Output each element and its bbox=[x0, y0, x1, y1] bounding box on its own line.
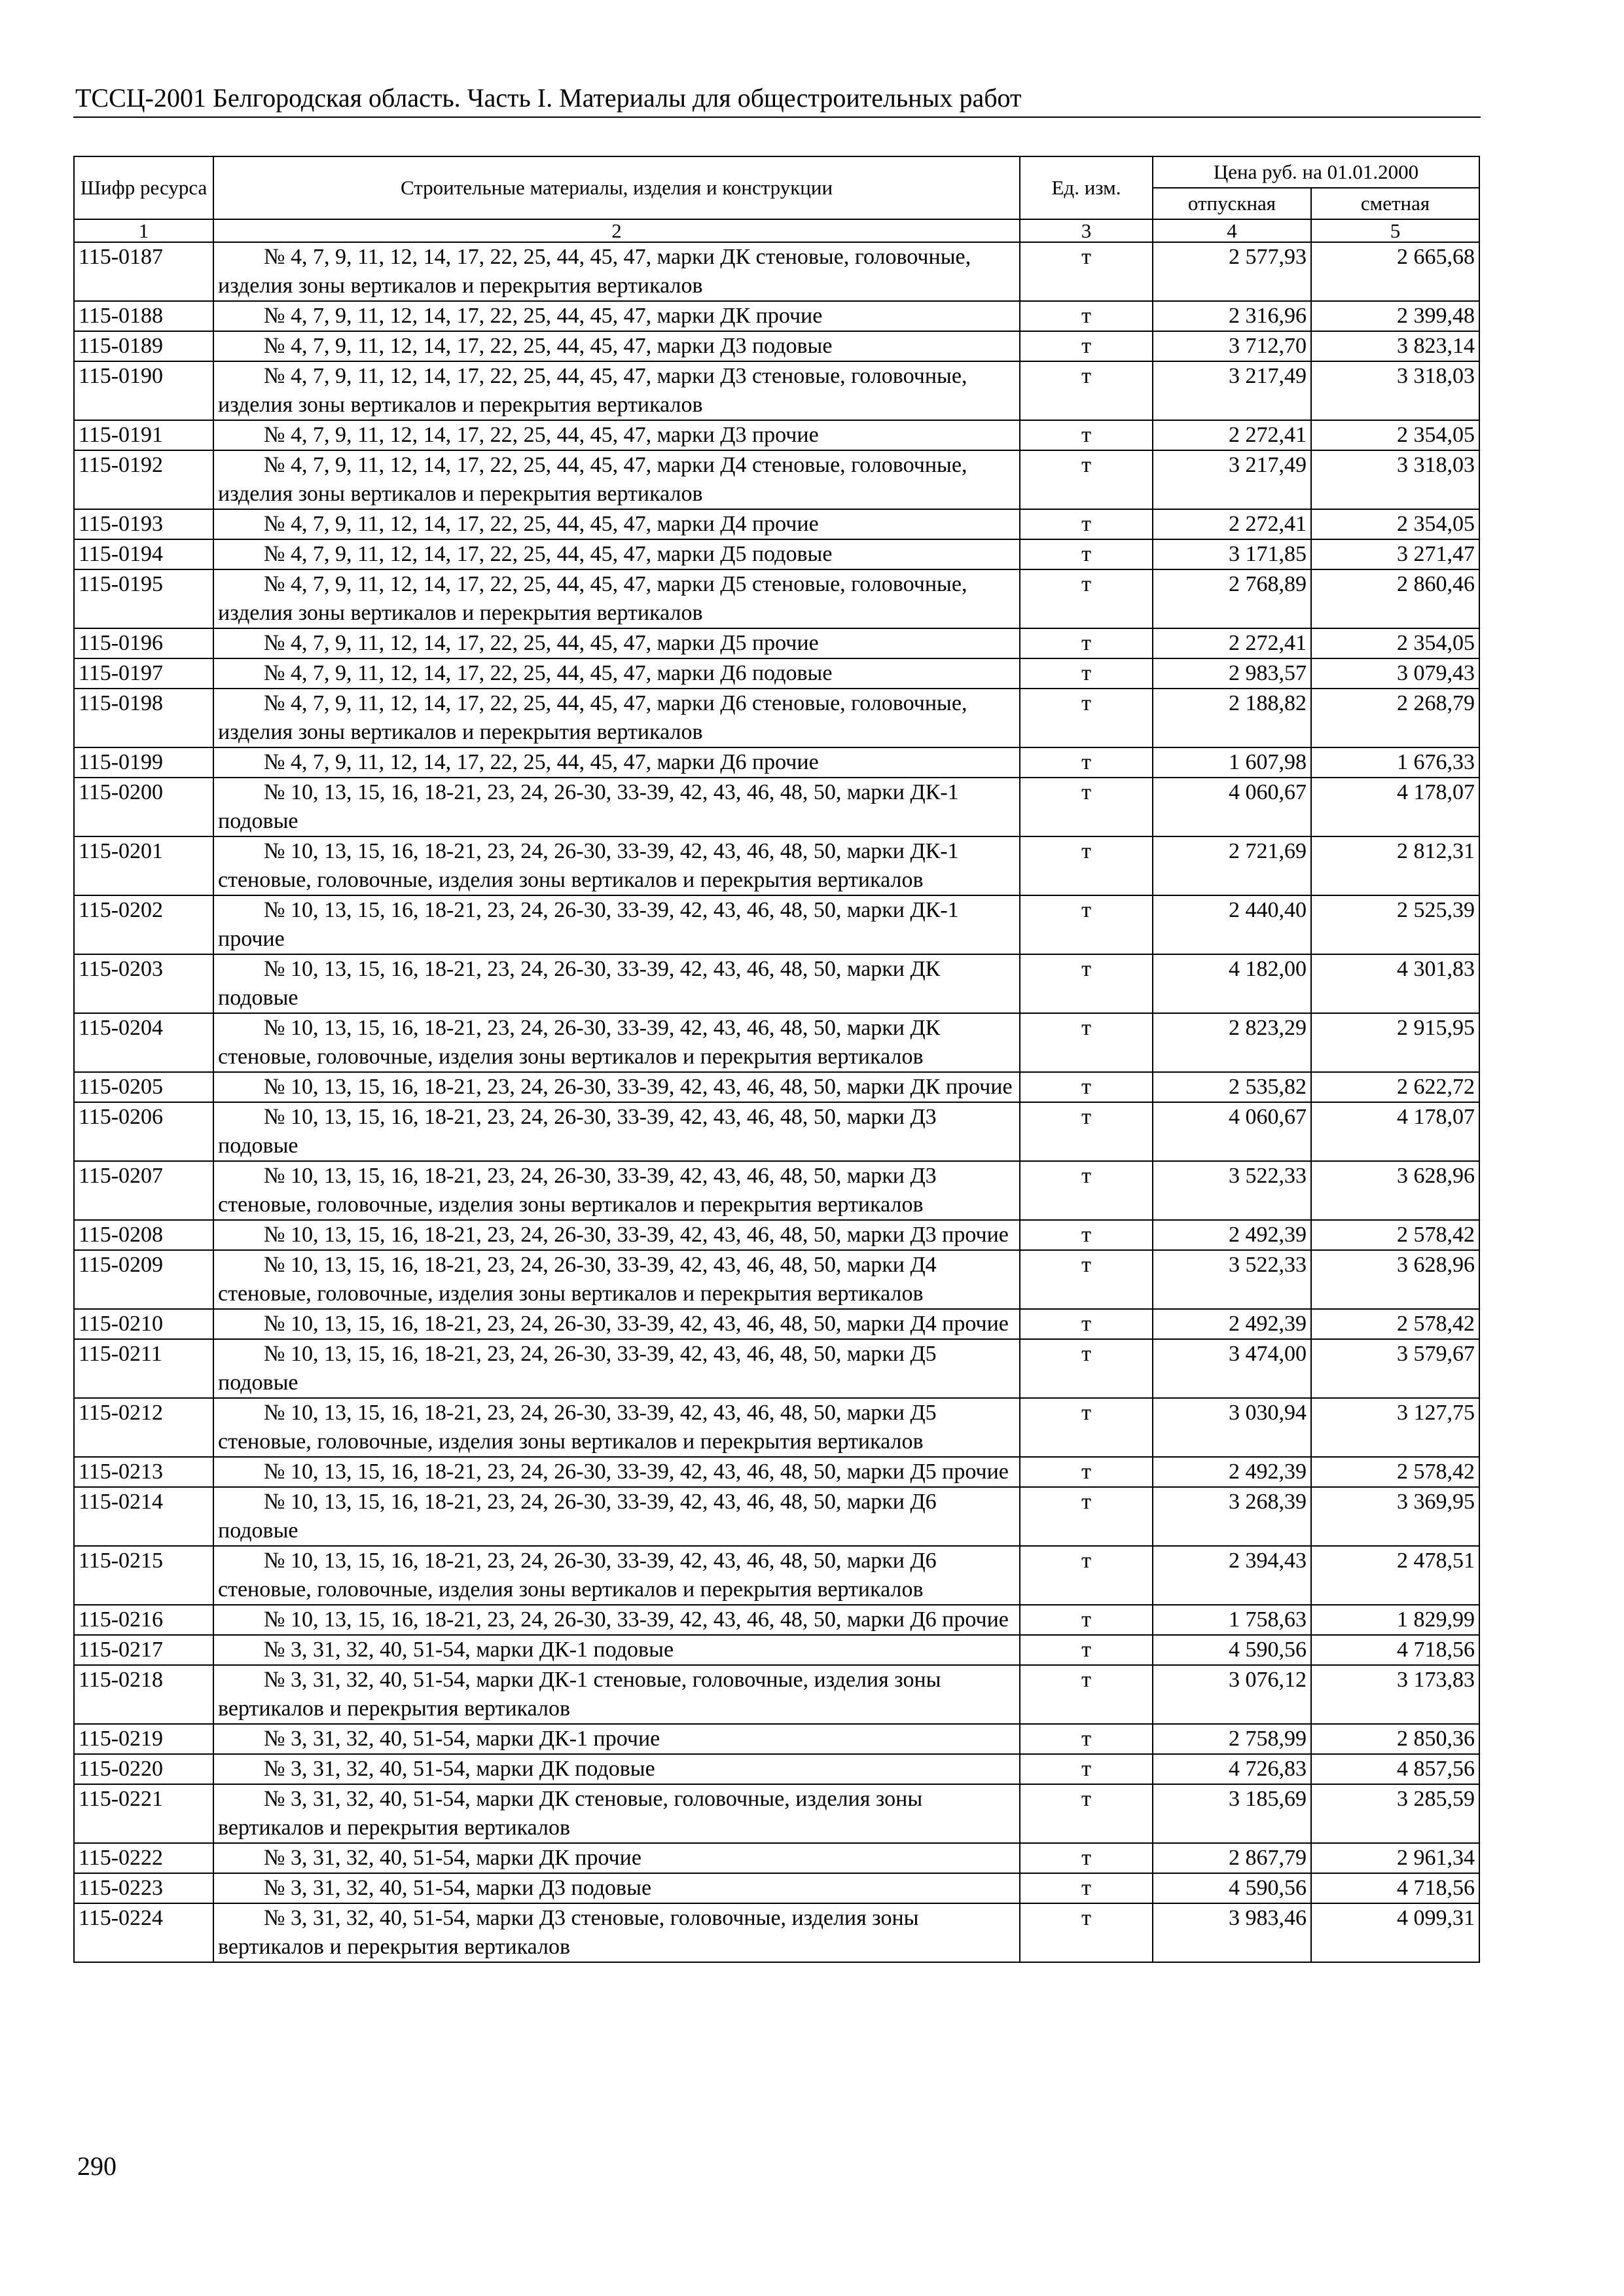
page-number: 290 bbox=[77, 2151, 117, 2181]
table-row bbox=[74, 1398, 1479, 1457]
unit-cell: т bbox=[1020, 1398, 1153, 1457]
table-row bbox=[74, 509, 1479, 539]
release-price-cell: 4 060,67 bbox=[1153, 1102, 1311, 1161]
table-row bbox=[74, 1457, 1479, 1487]
release-price-cell: 2 721,69 bbox=[1153, 836, 1311, 895]
material-description-cell: № 4, 7, 9, 11, 12, 14, 17, 22, 25, 44, 45, 47, марки ДК стеновые, головочные, изделия зоны вертикалов и перекрытия вертикалов bbox=[213, 242, 1020, 301]
release-price-cell: 2 492,39 bbox=[1153, 1457, 1311, 1487]
unit-cell: т bbox=[1020, 509, 1153, 539]
table-row bbox=[74, 1220, 1479, 1250]
release-price-cell: 3 171,85 bbox=[1153, 539, 1311, 569]
table-row bbox=[74, 1161, 1479, 1220]
table-row bbox=[74, 1250, 1479, 1309]
unit-cell: т bbox=[1020, 1487, 1153, 1546]
table-row bbox=[74, 331, 1479, 361]
resource-code-cell: 115-0221 bbox=[74, 1784, 213, 1843]
material-description-cell: № 4, 7, 9, 11, 12, 14, 17, 22, 25, 44, 45, 47, марки Д6 стеновые, головочные, изделия зоны вертикалов и перекрытия вертикалов bbox=[213, 689, 1020, 747]
table-row bbox=[74, 1784, 1479, 1843]
release-price-cell: 4 060,67 bbox=[1153, 778, 1311, 836]
table-row bbox=[74, 1339, 1479, 1398]
resource-code-cell: 115-0188 bbox=[74, 301, 213, 331]
estimate-price-cell: 2 578,42 bbox=[1311, 1457, 1479, 1487]
material-description-cell: № 10, 13, 15, 16, 18-21, 23, 24, 26-30, 33-39, 42, 43, 46, 48, 50, марки Д4 стеновые, головочные, изделия зоны вертикалов и перекрытия вертикалов bbox=[213, 1250, 1020, 1309]
unit-cell: т bbox=[1020, 1339, 1153, 1398]
resource-code-cell: 115-0217 bbox=[74, 1635, 213, 1665]
unit-cell: т bbox=[1020, 1665, 1153, 1724]
unit-cell: т bbox=[1020, 1724, 1153, 1754]
table-row bbox=[74, 1487, 1479, 1546]
resource-code-cell: 115-0204 bbox=[74, 1013, 213, 1072]
unit-cell: т bbox=[1020, 1546, 1153, 1605]
unit-cell: т bbox=[1020, 1072, 1153, 1102]
resource-code-cell: 115-0199 bbox=[74, 747, 213, 778]
table-row bbox=[74, 836, 1479, 895]
estimate-price-cell: 1 829,99 bbox=[1311, 1605, 1479, 1635]
estimate-price-cell: 3 127,75 bbox=[1311, 1398, 1479, 1457]
estimate-price-cell: 3 173,83 bbox=[1311, 1665, 1479, 1724]
resource-code-cell: 115-0212 bbox=[74, 1398, 213, 1457]
estimate-price-cell: 2 850,36 bbox=[1311, 1724, 1479, 1754]
column-number-row bbox=[74, 219, 1479, 242]
table-row bbox=[74, 1754, 1479, 1784]
table-row bbox=[74, 658, 1479, 689]
table-row bbox=[74, 539, 1479, 569]
material-description-cell: № 4, 7, 9, 11, 12, 14, 17, 22, 25, 44, 45, 47, марки Д5 подовые bbox=[213, 539, 1020, 569]
release-price-cell: 1 607,98 bbox=[1153, 747, 1311, 778]
release-price-cell: 3 522,33 bbox=[1153, 1161, 1311, 1220]
material-description-cell: № 4, 7, 9, 11, 12, 14, 17, 22, 25, 44, 45, 47, марки Д3 прочие bbox=[213, 420, 1020, 450]
table-row bbox=[74, 1873, 1479, 1903]
resource-code-cell: 115-0190 bbox=[74, 361, 213, 420]
release-price-cell: 2 492,39 bbox=[1153, 1220, 1311, 1250]
material-description-cell: № 4, 7, 9, 11, 12, 14, 17, 22, 25, 44, 45, 47, марки Д5 прочие bbox=[213, 628, 1020, 658]
estimate-price-cell: 3 628,96 bbox=[1311, 1250, 1479, 1309]
table-row bbox=[74, 747, 1479, 778]
release-price-cell: 4 182,00 bbox=[1153, 954, 1311, 1013]
table-row bbox=[74, 954, 1479, 1013]
resource-code-cell: 115-0207 bbox=[74, 1161, 213, 1220]
release-price-cell: 2 188,82 bbox=[1153, 689, 1311, 747]
unit-cell: т bbox=[1020, 778, 1153, 836]
estimate-price-cell: 3 369,95 bbox=[1311, 1487, 1479, 1546]
unit-cell: т bbox=[1020, 1013, 1153, 1072]
column-number: 1 bbox=[74, 219, 213, 242]
release-price-cell: 3 474,00 bbox=[1153, 1339, 1311, 1398]
estimate-price-cell: 2 354,05 bbox=[1311, 509, 1479, 539]
material-description-cell: № 10, 13, 15, 16, 18-21, 23, 24, 26-30, 33-39, 42, 43, 46, 48, 50, марки Д4 прочие bbox=[213, 1309, 1020, 1339]
material-description-cell: № 10, 13, 15, 16, 18-21, 23, 24, 26-30, 33-39, 42, 43, 46, 48, 50, марки Д3 прочие bbox=[213, 1220, 1020, 1250]
unit-cell: т bbox=[1020, 420, 1153, 450]
material-description-cell: № 10, 13, 15, 16, 18-21, 23, 24, 26-30, 33-39, 42, 43, 46, 48, 50, марки ДК-1 прочие bbox=[213, 895, 1020, 954]
material-description-cell: № 3, 31, 32, 40, 51-54, марки ДК-1 подовые bbox=[213, 1635, 1020, 1665]
unit-cell: т bbox=[1020, 242, 1153, 301]
table-row bbox=[74, 569, 1479, 628]
unit-cell: т bbox=[1020, 450, 1153, 509]
unit-cell: т bbox=[1020, 1161, 1153, 1220]
estimate-price-cell: 3 579,67 bbox=[1311, 1339, 1479, 1398]
estimate-price-cell: 3 271,47 bbox=[1311, 539, 1479, 569]
table-row bbox=[74, 242, 1479, 301]
resource-code-cell: 115-0218 bbox=[74, 1665, 213, 1724]
estimate-price-cell: 1 676,33 bbox=[1311, 747, 1479, 778]
resource-code-cell: 115-0200 bbox=[74, 778, 213, 836]
release-price-cell: 2 316,96 bbox=[1153, 301, 1311, 331]
material-description-cell: № 4, 7, 9, 11, 12, 14, 17, 22, 25, 44, 45, 47, марки Д6 подовые bbox=[213, 658, 1020, 689]
material-description-cell: № 4, 7, 9, 11, 12, 14, 17, 22, 25, 44, 45, 47, марки Д4 стеновые, головочные, изделия зоны вертикалов и перекрытия вертикалов bbox=[213, 450, 1020, 509]
estimate-price-cell: 4 178,07 bbox=[1311, 778, 1479, 836]
materials-price-table bbox=[73, 156, 1480, 1963]
header-material-name: Строительные материалы, изделия и конструкции bbox=[213, 156, 1020, 219]
unit-cell: т bbox=[1020, 539, 1153, 569]
estimate-price-cell: 2 812,31 bbox=[1311, 836, 1479, 895]
unit-cell: т bbox=[1020, 1784, 1153, 1843]
material-description-cell: № 10, 13, 15, 16, 18-21, 23, 24, 26-30, 33-39, 42, 43, 46, 48, 50, марки Д5 прочие bbox=[213, 1457, 1020, 1487]
estimate-price-cell: 3 079,43 bbox=[1311, 658, 1479, 689]
unit-cell: т bbox=[1020, 1843, 1153, 1873]
unit-cell: т bbox=[1020, 1754, 1153, 1784]
release-price-cell: 2 535,82 bbox=[1153, 1072, 1311, 1102]
resource-code-cell: 115-0213 bbox=[74, 1457, 213, 1487]
estimate-price-cell: 2 915,95 bbox=[1311, 1013, 1479, 1072]
material-description-cell: № 4, 7, 9, 11, 12, 14, 17, 22, 25, 44, 45, 47, марки Д4 прочие bbox=[213, 509, 1020, 539]
resource-code-cell: 115-0216 bbox=[74, 1605, 213, 1635]
table-row bbox=[74, 450, 1479, 509]
release-price-cell: 2 272,41 bbox=[1153, 420, 1311, 450]
resource-code-cell: 115-0194 bbox=[74, 539, 213, 569]
material-description-cell: № 10, 13, 15, 16, 18-21, 23, 24, 26-30, 33-39, 42, 43, 46, 48, 50, марки Д6 стеновые, головочные, изделия зоны вертикалов и перекрытия вертикалов bbox=[213, 1546, 1020, 1605]
unit-cell: т bbox=[1020, 628, 1153, 658]
resource-code-cell: 115-0195 bbox=[74, 569, 213, 628]
table-row bbox=[74, 301, 1479, 331]
resource-code-cell: 115-0223 bbox=[74, 1873, 213, 1903]
estimate-price-cell: 2 478,51 bbox=[1311, 1546, 1479, 1605]
release-price-cell: 3 076,12 bbox=[1153, 1665, 1311, 1724]
estimate-price-cell: 2 860,46 bbox=[1311, 569, 1479, 628]
material-description-cell: № 10, 13, 15, 16, 18-21, 23, 24, 26-30, 33-39, 42, 43, 46, 48, 50, марки Д6 подовые bbox=[213, 1487, 1020, 1546]
material-description-cell: № 4, 7, 9, 11, 12, 14, 17, 22, 25, 44, 45, 47, марки Д3 стеновые, головочные, изделия зоны вертикалов и перекрытия вертикалов bbox=[213, 361, 1020, 420]
estimate-price-cell: 3 318,03 bbox=[1311, 450, 1479, 509]
resource-code-cell: 115-0205 bbox=[74, 1072, 213, 1102]
resource-code-cell: 115-0193 bbox=[74, 509, 213, 539]
table-row bbox=[74, 1903, 1479, 1962]
material-description-cell: № 10, 13, 15, 16, 18-21, 23, 24, 26-30, 33-39, 42, 43, 46, 48, 50, марки Д3 стеновые, головочные, изделия зоны вертикалов и перекрытия вертикалов bbox=[213, 1161, 1020, 1220]
material-description-cell: № 3, 31, 32, 40, 51-54, марки ДК-1 стеновые, головочные, изделия зоны вертикалов и перекрытия вертикалов bbox=[213, 1665, 1020, 1724]
material-description-cell: № 4, 7, 9, 11, 12, 14, 17, 22, 25, 44, 45, 47, марки Д3 подовые bbox=[213, 331, 1020, 361]
page-header-title: ТССЦ-2001 Белгородская область. Часть I. Материалы для общестроительных работ bbox=[75, 83, 1022, 113]
material-description-cell: № 3, 31, 32, 40, 51-54, марки ДК стеновые, головочные, изделия зоны вертикалов и перекрытия вертикалов bbox=[213, 1784, 1020, 1843]
release-price-cell: 2 272,41 bbox=[1153, 628, 1311, 658]
release-price-cell: 4 590,56 bbox=[1153, 1635, 1311, 1665]
release-price-cell: 3 185,69 bbox=[1153, 1784, 1311, 1843]
material-description-cell: № 4, 7, 9, 11, 12, 14, 17, 22, 25, 44, 45, 47, марки Д6 прочие bbox=[213, 747, 1020, 778]
table-head bbox=[74, 156, 1479, 242]
table-row bbox=[74, 1013, 1479, 1072]
column-number: 3 bbox=[1020, 219, 1153, 242]
header-estimate-price: сметная bbox=[1311, 188, 1479, 219]
material-description-cell: № 10, 13, 15, 16, 18-21, 23, 24, 26-30, 33-39, 42, 43, 46, 48, 50, марки Д5 подовые bbox=[213, 1339, 1020, 1398]
resource-code-cell: 115-0224 bbox=[74, 1903, 213, 1962]
release-price-cell: 3 030,94 bbox=[1153, 1398, 1311, 1457]
material-description-cell: № 10, 13, 15, 16, 18-21, 23, 24, 26-30, 33-39, 42, 43, 46, 48, 50, марки ДК стеновые, головочные, изделия зоны вертикалов и перекрытия вертикалов bbox=[213, 1013, 1020, 1072]
table-row bbox=[74, 895, 1479, 954]
table-body bbox=[74, 242, 1479, 1962]
table-row bbox=[74, 1546, 1479, 1605]
resource-code-cell: 115-0187 bbox=[74, 242, 213, 301]
unit-cell: т bbox=[1020, 658, 1153, 689]
estimate-price-cell: 2 525,39 bbox=[1311, 895, 1479, 954]
release-price-cell: 1 758,63 bbox=[1153, 1605, 1311, 1635]
estimate-price-cell: 2 354,05 bbox=[1311, 420, 1479, 450]
resource-code-cell: 115-0206 bbox=[74, 1102, 213, 1161]
table-row bbox=[74, 361, 1479, 420]
unit-cell: т bbox=[1020, 301, 1153, 331]
material-description-cell: № 10, 13, 15, 16, 18-21, 23, 24, 26-30, 33-39, 42, 43, 46, 48, 50, марки Д3 подовые bbox=[213, 1102, 1020, 1161]
resource-code-cell: 115-0201 bbox=[74, 836, 213, 895]
column-number: 5 bbox=[1311, 219, 1479, 242]
release-price-cell: 2 823,29 bbox=[1153, 1013, 1311, 1072]
material-description-cell: № 10, 13, 15, 16, 18-21, 23, 24, 26-30, 33-39, 42, 43, 46, 48, 50, марки Д5 стеновые, головочные, изделия зоны вертикалов и перекрытия вертикалов bbox=[213, 1398, 1020, 1457]
resource-code-cell: 115-0192 bbox=[74, 450, 213, 509]
table-row bbox=[74, 1309, 1479, 1339]
resource-code-cell: 115-0211 bbox=[74, 1339, 213, 1398]
release-price-cell: 2 440,40 bbox=[1153, 895, 1311, 954]
unit-cell: т bbox=[1020, 689, 1153, 747]
resource-code-cell: 115-0209 bbox=[74, 1250, 213, 1309]
table-row bbox=[74, 420, 1479, 450]
release-price-cell: 3 217,49 bbox=[1153, 450, 1311, 509]
table-row bbox=[74, 628, 1479, 658]
resource-code-cell: 115-0220 bbox=[74, 1754, 213, 1784]
release-price-cell: 2 394,43 bbox=[1153, 1546, 1311, 1605]
unit-cell: т bbox=[1020, 747, 1153, 778]
unit-cell: т bbox=[1020, 1457, 1153, 1487]
estimate-price-cell: 2 268,79 bbox=[1311, 689, 1479, 747]
unit-cell: т bbox=[1020, 1102, 1153, 1161]
header-unit: Ед. изм. bbox=[1020, 156, 1153, 219]
release-price-cell: 3 268,39 bbox=[1153, 1487, 1311, 1546]
release-price-cell: 2 758,99 bbox=[1153, 1724, 1311, 1754]
estimate-price-cell: 3 628,96 bbox=[1311, 1161, 1479, 1220]
estimate-price-cell: 3 285,59 bbox=[1311, 1784, 1479, 1843]
unit-cell: т bbox=[1020, 954, 1153, 1013]
resource-code-cell: 115-0203 bbox=[74, 954, 213, 1013]
header-release-price: отпускная bbox=[1153, 188, 1311, 219]
resource-code-cell: 115-0202 bbox=[74, 895, 213, 954]
release-price-cell: 4 726,83 bbox=[1153, 1754, 1311, 1784]
estimate-price-cell: 2 399,48 bbox=[1311, 301, 1479, 331]
material-description-cell: № 10, 13, 15, 16, 18-21, 23, 24, 26-30, 33-39, 42, 43, 46, 48, 50, марки ДК-1 стеновые, головочные, изделия зоны вертикалов и перекрытия вертикалов bbox=[213, 836, 1020, 895]
unit-cell: т bbox=[1020, 1605, 1153, 1635]
header-resource-code: Шифр ресурса bbox=[74, 156, 213, 219]
estimate-price-cell: 2 354,05 bbox=[1311, 628, 1479, 658]
material-description-cell: № 3, 31, 32, 40, 51-54, марки ДК подовые bbox=[213, 1754, 1020, 1784]
release-price-cell: 2 983,57 bbox=[1153, 658, 1311, 689]
resource-code-cell: 115-0208 bbox=[74, 1220, 213, 1250]
estimate-price-cell: 2 622,72 bbox=[1311, 1072, 1479, 1102]
material-description-cell: № 10, 13, 15, 16, 18-21, 23, 24, 26-30, 33-39, 42, 43, 46, 48, 50, марки ДК прочие bbox=[213, 1072, 1020, 1102]
resource-code-cell: 115-0215 bbox=[74, 1546, 213, 1605]
material-description-cell: № 4, 7, 9, 11, 12, 14, 17, 22, 25, 44, 45, 47, марки ДК прочие bbox=[213, 301, 1020, 331]
estimate-price-cell: 4 301,83 bbox=[1311, 954, 1479, 1013]
unit-cell: т bbox=[1020, 836, 1153, 895]
table-row bbox=[74, 1665, 1479, 1724]
release-price-cell: 3 217,49 bbox=[1153, 361, 1311, 420]
column-number: 4 bbox=[1153, 219, 1311, 242]
estimate-price-cell: 2 961,34 bbox=[1311, 1843, 1479, 1873]
unit-cell: т bbox=[1020, 1903, 1153, 1962]
release-price-cell: 4 590,56 bbox=[1153, 1873, 1311, 1903]
table-row bbox=[74, 1072, 1479, 1102]
resource-code-cell: 115-0189 bbox=[74, 331, 213, 361]
table-row bbox=[74, 1605, 1479, 1635]
release-price-cell: 3 983,46 bbox=[1153, 1903, 1311, 1962]
unit-cell: т bbox=[1020, 1250, 1153, 1309]
table-row bbox=[74, 689, 1479, 747]
estimate-price-cell: 3 318,03 bbox=[1311, 361, 1479, 420]
material-description-cell: № 3, 31, 32, 40, 51-54, марки ДК-1 прочие bbox=[213, 1724, 1020, 1754]
table-row bbox=[74, 1843, 1479, 1873]
material-description-cell: № 3, 31, 32, 40, 51-54, марки Д3 подовые bbox=[213, 1873, 1020, 1903]
table-row bbox=[74, 1102, 1479, 1161]
estimate-price-cell: 3 823,14 bbox=[1311, 331, 1479, 361]
resource-code-cell: 115-0222 bbox=[74, 1843, 213, 1873]
estimate-price-cell: 2 665,68 bbox=[1311, 242, 1479, 301]
resource-code-cell: 115-0196 bbox=[74, 628, 213, 658]
resource-code-cell: 115-0191 bbox=[74, 420, 213, 450]
unit-cell: т bbox=[1020, 1635, 1153, 1665]
material-description-cell: № 4, 7, 9, 11, 12, 14, 17, 22, 25, 44, 45, 47, марки Д5 стеновые, головочные, изделия зоны вертикалов и перекрытия вертикалов bbox=[213, 569, 1020, 628]
release-price-cell: 3 522,33 bbox=[1153, 1250, 1311, 1309]
material-description-cell: № 3, 31, 32, 40, 51-54, марки Д3 стеновые, головочные, изделия зоны вертикалов и перекрытия вертикалов bbox=[213, 1903, 1020, 1962]
estimate-price-cell: 2 578,42 bbox=[1311, 1309, 1479, 1339]
release-price-cell: 2 577,93 bbox=[1153, 242, 1311, 301]
resource-code-cell: 115-0198 bbox=[74, 689, 213, 747]
estimate-price-cell: 4 718,56 bbox=[1311, 1873, 1479, 1903]
unit-cell: т bbox=[1020, 331, 1153, 361]
table-row bbox=[74, 1635, 1479, 1665]
resource-code-cell: 115-0219 bbox=[74, 1724, 213, 1754]
unit-cell: т bbox=[1020, 361, 1153, 420]
release-price-cell: 2 768,89 bbox=[1153, 569, 1311, 628]
header-divider bbox=[73, 117, 1481, 118]
release-price-cell: 2 492,39 bbox=[1153, 1309, 1311, 1339]
resource-code-cell: 115-0197 bbox=[74, 658, 213, 689]
unit-cell: т bbox=[1020, 569, 1153, 628]
release-price-cell: 2 272,41 bbox=[1153, 509, 1311, 539]
column-number: 2 bbox=[213, 219, 1020, 242]
estimate-price-cell: 4 857,56 bbox=[1311, 1754, 1479, 1784]
unit-cell: т bbox=[1020, 1873, 1153, 1903]
estimate-price-cell: 4 718,56 bbox=[1311, 1635, 1479, 1665]
resource-code-cell: 115-0210 bbox=[74, 1309, 213, 1339]
estimate-price-cell: 4 099,31 bbox=[1311, 1903, 1479, 1962]
unit-cell: т bbox=[1020, 1309, 1153, 1339]
resource-code-cell: 115-0214 bbox=[74, 1487, 213, 1546]
unit-cell: т bbox=[1020, 895, 1153, 954]
release-price-cell: 2 867,79 bbox=[1153, 1843, 1311, 1873]
header-price-date: Цена руб. на 01.01.2000 bbox=[1153, 156, 1479, 188]
estimate-price-cell: 4 178,07 bbox=[1311, 1102, 1479, 1161]
release-price-cell: 3 712,70 bbox=[1153, 331, 1311, 361]
unit-cell: т bbox=[1020, 1220, 1153, 1250]
material-description-cell: № 10, 13, 15, 16, 18-21, 23, 24, 26-30, 33-39, 42, 43, 46, 48, 50, марки Д6 прочие bbox=[213, 1605, 1020, 1635]
material-description-cell: № 3, 31, 32, 40, 51-54, марки ДК прочие bbox=[213, 1843, 1020, 1873]
estimate-price-cell: 2 578,42 bbox=[1311, 1220, 1479, 1250]
material-description-cell: № 10, 13, 15, 16, 18-21, 23, 24, 26-30, 33-39, 42, 43, 46, 48, 50, марки ДК подовые bbox=[213, 954, 1020, 1013]
table-row bbox=[74, 1724, 1479, 1754]
table-row bbox=[74, 778, 1479, 836]
material-description-cell: № 10, 13, 15, 16, 18-21, 23, 24, 26-30, 33-39, 42, 43, 46, 48, 50, марки ДК-1 подовые bbox=[213, 778, 1020, 836]
